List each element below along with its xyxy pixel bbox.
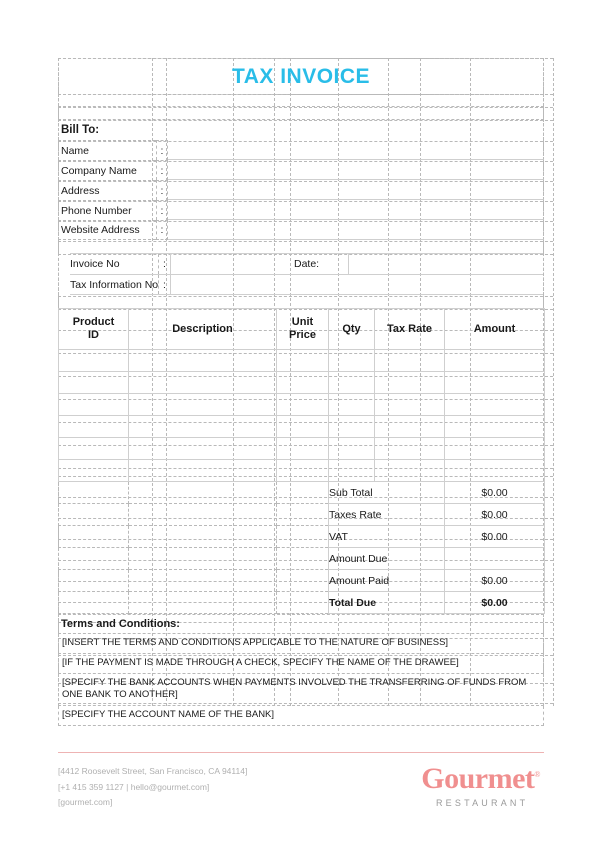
date-value[interactable]: [348, 254, 543, 274]
cell-description[interactable]: [129, 372, 277, 394]
field-row-website-address: [58, 220, 544, 240]
totals-filler-a: [59, 504, 129, 526]
brand-logo-wordmark: [421, 764, 540, 794]
totals-value-total-due: $0.00: [445, 592, 545, 614]
cell-unit-price[interactable]: [277, 416, 329, 438]
cell-unit-price[interactable]: [277, 394, 329, 416]
invoice-sheet: [58, 58, 544, 726]
title-spacer-row-1: [58, 94, 544, 106]
field-value-website-address[interactable]: [168, 220, 544, 240]
column-header-unit-price: [277, 309, 329, 350]
invoice-title-row: [58, 58, 544, 94]
line-items-table: [58, 308, 545, 614]
table-row[interactable]: [59, 460, 545, 482]
registered-trademark-icon: ®: [534, 770, 540, 779]
cell-product-id[interactable]: [59, 350, 129, 372]
field-colon-address: :: [156, 180, 168, 200]
cell-product-id[interactable]: [59, 438, 129, 460]
column-header-unit-price-line-1: Unit: [291, 316, 314, 329]
cell-tax-rate[interactable]: [375, 438, 445, 460]
totals-filler-b: [129, 570, 277, 592]
cell-qty[interactable]: [329, 416, 375, 438]
totals-row-total-due: [59, 592, 545, 614]
totals-filler-a: [59, 548, 129, 570]
totals-filler-c: [277, 570, 329, 592]
totals-filler-b: [129, 504, 277, 526]
field-colon-name: :: [156, 140, 168, 160]
footer-contact-block: [58, 764, 247, 811]
cell-description[interactable]: [129, 350, 277, 372]
terms-line-4: [SPECIFY THE ACCOUNT NAME OF THE BANK]: [58, 706, 544, 726]
cell-qty[interactable]: [329, 372, 375, 394]
totals-value-amount-paid: $0.00: [445, 570, 545, 592]
column-header-product-id-line-2: ID: [88, 329, 99, 341]
totals-value-amount-due: [445, 548, 545, 570]
page-title: TAX INVOICE: [231, 64, 371, 88]
terms-and-conditions-heading: Terms and Conditions:: [58, 614, 544, 634]
cell-tax-rate[interactable]: [375, 460, 445, 482]
totals-filler-a: [59, 526, 129, 548]
totals-filler-c: [277, 482, 329, 504]
page-footer: [58, 764, 544, 811]
invoice-no-label: Invoice No: [70, 258, 120, 270]
cell-amount[interactable]: [445, 460, 545, 482]
cell-unit-price[interactable]: [277, 438, 329, 460]
totals-filler-c: [277, 504, 329, 526]
field-colon-phone-number: :: [156, 200, 168, 220]
cell-amount[interactable]: [445, 438, 545, 460]
cell-unit-price[interactable]: [277, 460, 329, 482]
field-colon-website-address: :: [156, 220, 168, 240]
invoice-no-value[interactable]: [170, 254, 288, 274]
cell-tax-rate[interactable]: [375, 416, 445, 438]
cell-amount[interactable]: [445, 350, 545, 372]
table-row[interactable]: [59, 416, 545, 438]
cell-tax-rate[interactable]: [375, 350, 445, 372]
footer-divider: [58, 752, 544, 753]
column-header-qty: Qty: [329, 309, 375, 350]
tax-information-no-value[interactable]: [170, 275, 543, 294]
totals-filler-b: [129, 482, 277, 504]
field-label-name: Name: [58, 140, 156, 160]
field-value-phone-number[interactable]: [168, 200, 544, 220]
totals-value-taxes-rate: $0.00: [445, 504, 545, 526]
billto-meta-spacer: [58, 240, 544, 253]
footer-address: [4412 Roosevelt Street, San Francisco, CA 94114]: [58, 766, 248, 776]
field-value-name[interactable]: [168, 140, 544, 160]
totals-filler-a: [59, 482, 129, 504]
column-header-amount: Amount: [445, 309, 545, 350]
totals-value-vat: $0.00: [445, 526, 545, 548]
grid-column-line-11: [553, 58, 554, 706]
cell-product-id[interactable]: [59, 416, 129, 438]
cell-description[interactable]: [129, 438, 277, 460]
totals-row-taxes-rate: [59, 504, 545, 526]
table-row[interactable]: [59, 372, 545, 394]
totals-filler-b: [129, 592, 277, 614]
cell-product-id[interactable]: [59, 372, 129, 394]
cell-tax-rate[interactable]: [375, 372, 445, 394]
brand-logo: [421, 764, 544, 808]
cell-qty[interactable]: [329, 460, 375, 482]
cell-description[interactable]: [129, 416, 277, 438]
totals-row-amount-paid: [59, 570, 545, 592]
cell-description[interactable]: [129, 460, 277, 482]
cell-description[interactable]: [129, 394, 277, 416]
field-row-company-name: [58, 160, 544, 180]
totals-filler-b: [129, 548, 277, 570]
tax-information-no-label: Tax Information No: [70, 278, 159, 291]
invoice-no-row: [70, 253, 543, 274]
field-row-phone-number: [58, 200, 544, 220]
table-row[interactable]: [59, 350, 545, 372]
totals-filler-a: [59, 592, 129, 614]
terms-line-3: [SPECIFY THE BANK ACCOUNTS WHEN PAYMENTS INVOLVED THE TRANSFERRING OF FUNDS FROM ONE BANK TO ANOTHER]: [58, 674, 544, 707]
bill-to-heading: Bill To:: [58, 119, 544, 140]
cell-unit-price[interactable]: [277, 372, 329, 394]
totals-label-amount-due: Amount Due: [329, 548, 445, 570]
cell-qty[interactable]: [329, 438, 375, 460]
column-header-tax-rate: Tax Rate: [375, 309, 445, 350]
field-value-company-name[interactable]: [168, 160, 544, 180]
totals-filler-c: [277, 592, 329, 614]
totals-label-vat: VAT: [329, 526, 445, 548]
column-header-product-id-line-1: Product: [72, 316, 115, 329]
invoice-meta-block: [58, 253, 544, 295]
cell-product-id[interactable]: [59, 394, 129, 416]
field-label-company-name: Company Name: [58, 160, 156, 180]
totals-filler-c: [277, 548, 329, 570]
totals-filler-c: [277, 526, 329, 548]
cell-tax-rate[interactable]: [375, 394, 445, 416]
totals-label-total-due: Total Due: [329, 592, 445, 614]
invoice-no-colon: :: [158, 254, 170, 274]
field-label-address: Address: [58, 180, 156, 200]
terms-line-1: [INSERT THE TERMS AND CONDITIONS APPLICABLE TO THE NATURE OF BUSINESS]: [58, 634, 544, 654]
brand-logo-subtitle: RESTAURANT: [435, 798, 529, 808]
cell-product-id[interactable]: [59, 460, 129, 482]
totals-label-sub-total: Sub Total: [329, 482, 445, 504]
brand-logo-name: Gourmet: [421, 762, 535, 795]
column-header-unit-price-line-2: Price: [289, 329, 316, 341]
cell-qty[interactable]: [329, 350, 375, 372]
field-row-address: [58, 180, 544, 200]
totals-filler-a: [59, 570, 129, 592]
field-label-phone-number: Phone Number: [58, 200, 156, 220]
cell-unit-price[interactable]: [277, 350, 329, 372]
field-label-website-address: Website Address: [58, 220, 156, 240]
table-row[interactable]: [59, 438, 545, 460]
cell-amount[interactable]: [445, 416, 545, 438]
field-row-name: [58, 140, 544, 160]
totals-label-taxes-rate: Taxes Rate: [329, 504, 445, 526]
column-header-description: Description: [129, 309, 277, 350]
totals-value-sub-total: $0.00: [445, 482, 545, 504]
footer-website: [gourmet.com]: [58, 797, 113, 808]
totals-label-amount-paid: Amount Paid: [329, 570, 445, 592]
tax-information-no-row: [70, 274, 543, 295]
tax-information-no-colon: :: [158, 275, 170, 294]
footer-contact: [+1 415 359 1127 | hello@gourmet.com]: [58, 781, 210, 792]
table-row[interactable]: [59, 394, 545, 416]
cell-amount[interactable]: [445, 372, 545, 394]
line-items-header-row: [59, 309, 545, 350]
totals-row-amount-due: [59, 548, 545, 570]
date-label: Date:: [294, 258, 320, 270]
cell-amount[interactable]: [445, 394, 545, 416]
totals-filler-b: [129, 526, 277, 548]
field-value-address[interactable]: [168, 180, 544, 200]
column-header-product-id: [59, 309, 129, 350]
title-spacer-row-2: [58, 106, 544, 119]
field-colon-company-name: :: [156, 160, 168, 180]
totals-row-vat: [59, 526, 545, 548]
meta-table-spacer: [58, 295, 544, 308]
totals-row-sub-total: [59, 482, 545, 504]
cell-qty[interactable]: [329, 394, 375, 416]
terms-line-2: [IF THE PAYMENT IS MADE THROUGH A CHECK, SPECIFY THE NAME OF THE DRAWEE]: [58, 654, 544, 674]
line-items-body: [59, 350, 545, 614]
